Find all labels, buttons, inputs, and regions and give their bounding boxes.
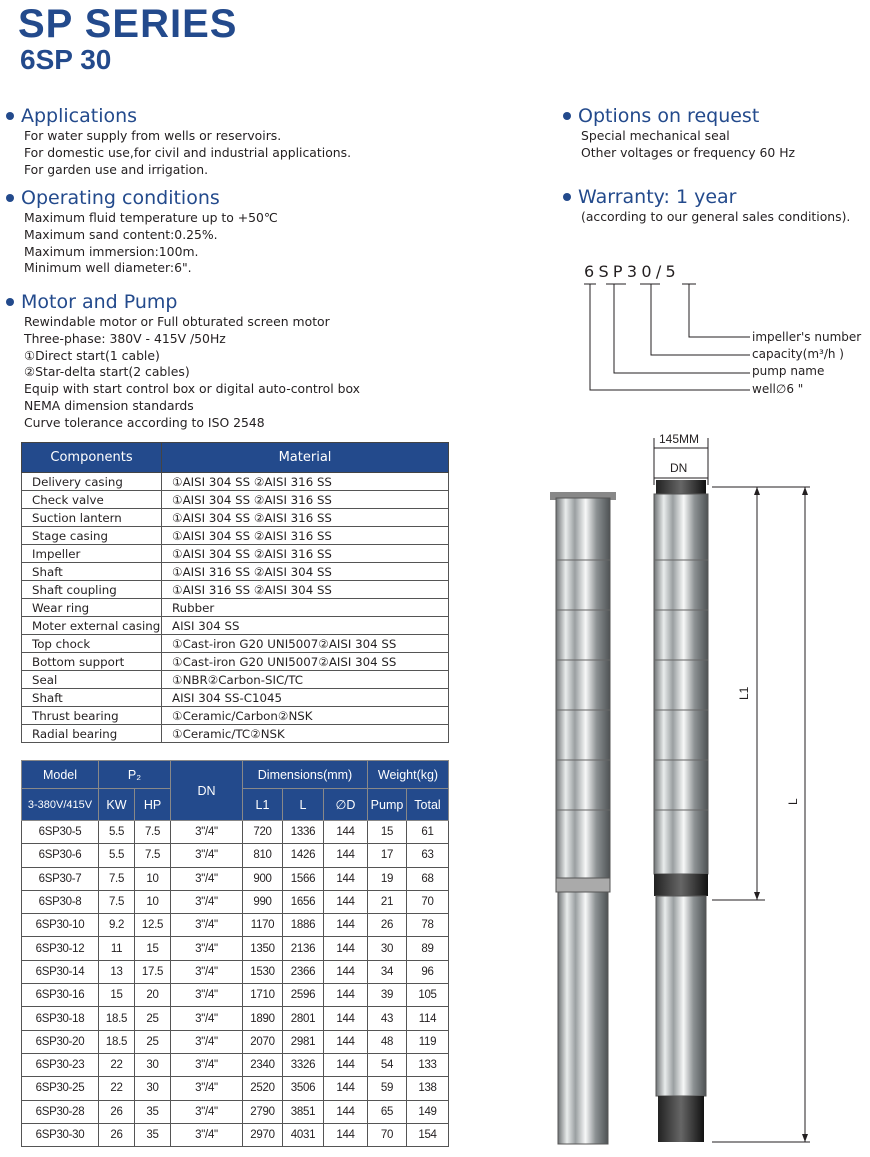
- hp-cell: 35: [135, 1100, 171, 1123]
- pump-weight-cell: 59: [368, 1077, 407, 1100]
- component-name: Wear ring: [22, 599, 162, 617]
- l1-label: L1: [737, 686, 751, 700]
- l-cell: 1566: [283, 867, 324, 890]
- hp-cell: 35: [135, 1123, 171, 1146]
- kw-cell: 22: [99, 1077, 135, 1100]
- d-cell: 144: [324, 890, 368, 913]
- dn-cell: 3"/4": [171, 1123, 243, 1146]
- motor-line: Rewindable motor or Full obturated screen motor: [24, 314, 330, 329]
- kw-cell: 9.2: [99, 914, 135, 937]
- component-name: Stage casing: [22, 527, 162, 545]
- d-cell: 144: [324, 1077, 368, 1100]
- pump-weight-cell: 30: [368, 937, 407, 960]
- warranty-heading: Warranty: 1 year: [560, 186, 850, 208]
- kw-cell: 26: [99, 1123, 135, 1146]
- total-weight-cell: 61: [407, 821, 449, 844]
- dn-cell: 3"/4": [171, 1053, 243, 1076]
- legend-lines: [584, 284, 750, 390]
- component-material: AISI 304 SS-C1045: [162, 689, 449, 707]
- l1-cell: 1710: [243, 984, 283, 1007]
- component-material: ①AISI 316 SS ②AISI 304 SS: [162, 563, 449, 581]
- hp-cell: 30: [135, 1053, 171, 1076]
- total-weight-cell: 133: [407, 1053, 449, 1076]
- operating-line: Minimum well diameter:6".: [24, 260, 192, 276]
- l-cell: 2981: [283, 1030, 324, 1053]
- applications-line: For domestic use,for civil and industrial applications.: [24, 144, 352, 160]
- pump-weight-cell: 48: [368, 1030, 407, 1053]
- operating-heading: Operating conditions: [3, 187, 278, 209]
- dn-cell: 3"/4": [171, 844, 243, 867]
- d-cell: 144: [324, 984, 368, 1007]
- model-cell: 6SP30-12: [22, 937, 99, 960]
- component-name: Moter external casing: [22, 617, 162, 635]
- d-cell: 144: [324, 1007, 368, 1030]
- component-name: Radial bearing: [22, 725, 162, 743]
- pump-weight-cell: 15: [368, 821, 407, 844]
- material-header: Material: [162, 443, 449, 473]
- total-weight-cell: 154: [407, 1123, 449, 1146]
- components-header: Components: [22, 443, 162, 473]
- dn-cell: 3"/4": [171, 937, 243, 960]
- l1-cell: 2070: [243, 1030, 283, 1053]
- hp-cell: 25: [135, 1007, 171, 1030]
- kw-cell: 5.5: [99, 844, 135, 867]
- hp-header: HP: [135, 789, 171, 821]
- component-material: ①AISI 316 SS ②AISI 304 SS: [162, 581, 449, 599]
- total-weight-cell: 63: [407, 844, 449, 867]
- model-cell: 6SP30-8: [22, 890, 99, 913]
- hp-cell: 7.5: [135, 821, 171, 844]
- model-cell: 6SP30-18: [22, 1007, 99, 1030]
- pump-weight-cell: 43: [368, 1007, 407, 1030]
- pump-weight-cell: 26: [368, 914, 407, 937]
- l1-cell: 2790: [243, 1100, 283, 1123]
- component-name: Seal: [22, 671, 162, 689]
- l-cell: 3326: [283, 1053, 324, 1076]
- pump-weight-cell: 54: [368, 1053, 407, 1076]
- kw-cell: 11: [99, 937, 135, 960]
- l-cell: 2801: [283, 1007, 324, 1030]
- component-material: ①AISI 304 SS ②AISI 316 SS: [162, 527, 449, 545]
- dn-cell: 3"/4": [171, 1030, 243, 1053]
- component-material: AISI 304 SS: [162, 617, 449, 635]
- kw-header: KW: [99, 789, 135, 821]
- dn-cell: 3"/4": [171, 890, 243, 913]
- component-name: Delivery casing: [22, 473, 162, 491]
- kw-cell: 7.5: [99, 867, 135, 890]
- total-weight-cell: 68: [407, 867, 449, 890]
- pump-weight-cell: 21: [368, 890, 407, 913]
- legend-well: well∅6 ": [752, 382, 804, 396]
- p2-header: P₂: [99, 761, 171, 789]
- d-cell: 144: [324, 1100, 368, 1123]
- kw-cell: 26: [99, 1100, 135, 1123]
- motor-line: Equip with start control box or digital auto-control box: [24, 381, 360, 397]
- model-cell: 6SP30-10: [22, 914, 99, 937]
- d-cell: 144: [324, 867, 368, 890]
- dn-cell: 3"/4": [171, 1007, 243, 1030]
- dn-cell: 3"/4": [171, 984, 243, 1007]
- dn-cell: 3"/4": [171, 867, 243, 890]
- model-cell: 6SP30-25: [22, 1077, 99, 1100]
- component-material: ①Cast-iron G20 UNI5007②AISI 304 SS: [162, 635, 449, 653]
- kw-cell: 18.5: [99, 1007, 135, 1030]
- l1-cell: 1890: [243, 1007, 283, 1030]
- component-name: Top chock: [22, 635, 162, 653]
- operating-line: Maximum sand content:0.25%.: [24, 226, 218, 242]
- hp-cell: 10: [135, 890, 171, 913]
- component-name: Shaft: [22, 563, 162, 581]
- width-label: 145MM: [659, 432, 700, 446]
- kw-cell: 18.5: [99, 1030, 135, 1053]
- page-title: SP SERIES: [18, 2, 238, 46]
- component-name: Bottom support: [22, 653, 162, 671]
- dimensions-header: Dimensions(mm): [243, 761, 368, 789]
- dn-cell: 3"/4": [171, 914, 243, 937]
- model-cell: 6SP30-5: [22, 821, 99, 844]
- legend-pump-name: pump name: [752, 364, 825, 378]
- model-cell: 6SP30-7: [22, 867, 99, 890]
- total-weight-cell: 119: [407, 1030, 449, 1053]
- hp-cell: 12.5: [135, 914, 171, 937]
- l-cell: 1656: [283, 890, 324, 913]
- model-header: Model: [22, 761, 99, 789]
- dn-cell: 3"/4": [171, 1077, 243, 1100]
- motor-heading: Motor and Pump: [3, 291, 360, 313]
- pump-weight-cell: 34: [368, 960, 407, 983]
- d-cell: 144: [324, 914, 368, 937]
- l1-cell: 900: [243, 867, 283, 890]
- dimension-arrows: [754, 487, 808, 1142]
- d-cell: 144: [324, 844, 368, 867]
- model-cell: 6SP30-16: [22, 984, 99, 1007]
- l-cell: 3506: [283, 1077, 324, 1100]
- l1-cell: 2520: [243, 1077, 283, 1100]
- motor-line: ①Direct start(1 cable): [24, 347, 160, 363]
- l1-cell: 990: [243, 890, 283, 913]
- kw-cell: 15: [99, 984, 135, 1007]
- component-name: Impeller: [22, 545, 162, 563]
- model-subtitle: 6SP 30: [20, 44, 112, 75]
- component-name: Thrust bearing: [22, 707, 162, 725]
- model-cell: 6SP30-28: [22, 1100, 99, 1123]
- l-header: L: [283, 789, 324, 821]
- motor-line: ②Star-delta start(2 cables): [24, 364, 190, 380]
- kw-cell: 22: [99, 1053, 135, 1076]
- model-cell: 6SP30-6: [22, 844, 99, 867]
- l-cell: 2596: [283, 984, 324, 1007]
- motor-line: Curve tolerance according to ISO 2548: [24, 414, 265, 430]
- kw-cell: 7.5: [99, 890, 135, 913]
- motor-line: Three-phase: 380V - 415V /50Hz: [24, 330, 226, 346]
- operating-line: Maximum immersion:100m.: [24, 243, 199, 259]
- options-line: Special mechanical seal: [581, 128, 730, 143]
- l1-cell: 1350: [243, 937, 283, 960]
- total-weight-cell: 70: [407, 890, 449, 913]
- component-name: Shaft coupling: [22, 581, 162, 599]
- total-weight-cell: 89: [407, 937, 449, 960]
- total-weight-cell: 78: [407, 914, 449, 937]
- component-name: Suction lantern: [22, 509, 162, 527]
- dn-cell: 3"/4": [171, 821, 243, 844]
- l-label: L: [786, 798, 800, 805]
- operating-line: Maximum fluid temperature up to +50℃: [24, 210, 278, 225]
- dn-cell: 3"/4": [171, 960, 243, 983]
- options-line: Other voltages or frequency 60 Hz: [581, 144, 796, 160]
- l-cell: 1426: [283, 844, 324, 867]
- model-cell: 6SP30-23: [22, 1053, 99, 1076]
- d-cell: 144: [324, 1030, 368, 1053]
- component-name: Check valve: [22, 491, 162, 509]
- component-material: ①AISI 304 SS ②AISI 316 SS: [162, 509, 449, 527]
- l-cell: 2136: [283, 937, 324, 960]
- l-cell: 1336: [283, 821, 324, 844]
- d-cell: 144: [324, 821, 368, 844]
- pump-weight-cell: 70: [368, 1123, 407, 1146]
- l1-cell: 1170: [243, 914, 283, 937]
- phase-header: 3-380V/415V: [22, 789, 99, 821]
- applications-line: For water supply from wells or reservoirs.: [24, 128, 282, 143]
- l1-cell: 2340: [243, 1053, 283, 1076]
- model-cell: 6SP30-20: [22, 1030, 99, 1053]
- hp-cell: 10: [135, 867, 171, 890]
- component-material: ①AISI 304 SS ②AISI 316 SS: [162, 545, 449, 563]
- kw-cell: 13: [99, 960, 135, 983]
- pump-weight-cell: 65: [368, 1100, 407, 1123]
- pump-left-image: [550, 492, 616, 1144]
- weight-header: Weight(kg): [368, 761, 449, 789]
- d-cell: 144: [324, 937, 368, 960]
- component-material: ①Cast-iron G20 UNI5007②AISI 304 SS: [162, 653, 449, 671]
- hp-cell: 25: [135, 1030, 171, 1053]
- component-material: ①AISI 304 SS ②AISI 316 SS: [162, 491, 449, 509]
- options-heading: Options on request: [560, 105, 795, 127]
- l-cell: 4031: [283, 1123, 324, 1146]
- d-cell: 144: [324, 1123, 368, 1146]
- pump-weight-cell: 39: [368, 984, 407, 1007]
- pump-weight-header: Pump: [368, 789, 407, 821]
- hp-cell: 17.5: [135, 960, 171, 983]
- d-header: ∅D: [324, 789, 368, 821]
- component-material: ①Ceramic/TC②NSK: [162, 725, 449, 743]
- total-weight-cell: 96: [407, 960, 449, 983]
- dn-cell: 3"/4": [171, 1100, 243, 1123]
- d-cell: 144: [324, 1053, 368, 1076]
- legend-capacity: capacity(m³/h ): [752, 347, 844, 361]
- total-weight-cell: 114: [407, 1007, 449, 1030]
- hp-cell: 20: [135, 984, 171, 1007]
- model-cell: 6SP30-14: [22, 960, 99, 983]
- l1-cell: 720: [243, 821, 283, 844]
- warranty-line: (according to our general sales conditions).: [581, 209, 851, 224]
- hp-cell: 7.5: [135, 844, 171, 867]
- component-material: ①AISI 304 SS ②AISI 316 SS: [162, 473, 449, 491]
- model-code: 6SP30/5: [584, 262, 681, 281]
- motor-line: NEMA dimension standards: [24, 397, 194, 413]
- component-material: Rubber: [162, 599, 449, 617]
- dn-header: DN: [171, 761, 243, 821]
- applications-heading: Applications: [3, 105, 351, 127]
- hp-cell: 30: [135, 1077, 171, 1100]
- component-material: ①Ceramic/Carbon②NSK: [162, 707, 449, 725]
- total-weight-cell: 149: [407, 1100, 449, 1123]
- d-cell: 144: [324, 960, 368, 983]
- kw-cell: 5.5: [99, 821, 135, 844]
- model-cell: 6SP30-30: [22, 1123, 99, 1146]
- component-name: Shaft: [22, 689, 162, 707]
- total-weight-cell: 138: [407, 1077, 449, 1100]
- l-cell: 3851: [283, 1100, 324, 1123]
- component-material: ①NBR②Carbon-SIC/TC: [162, 671, 449, 689]
- applications-line: For garden use and irrigation.: [24, 161, 209, 177]
- dn-label: DN: [670, 461, 688, 475]
- legend-impeller: impeller's number: [752, 330, 862, 344]
- l1-header: L1: [243, 789, 283, 821]
- l-cell: 1886: [283, 914, 324, 937]
- total-weight-cell: 105: [407, 984, 449, 1007]
- l1-cell: 1530: [243, 960, 283, 983]
- total-weight-header: Total: [407, 789, 449, 821]
- pump-weight-cell: 17: [368, 844, 407, 867]
- l1-cell: 2970: [243, 1123, 283, 1146]
- pump-right-image: [654, 480, 708, 1142]
- l1-cell: 810: [243, 844, 283, 867]
- pump-weight-cell: 19: [368, 867, 407, 890]
- hp-cell: 15: [135, 937, 171, 960]
- l-cell: 2366: [283, 960, 324, 983]
